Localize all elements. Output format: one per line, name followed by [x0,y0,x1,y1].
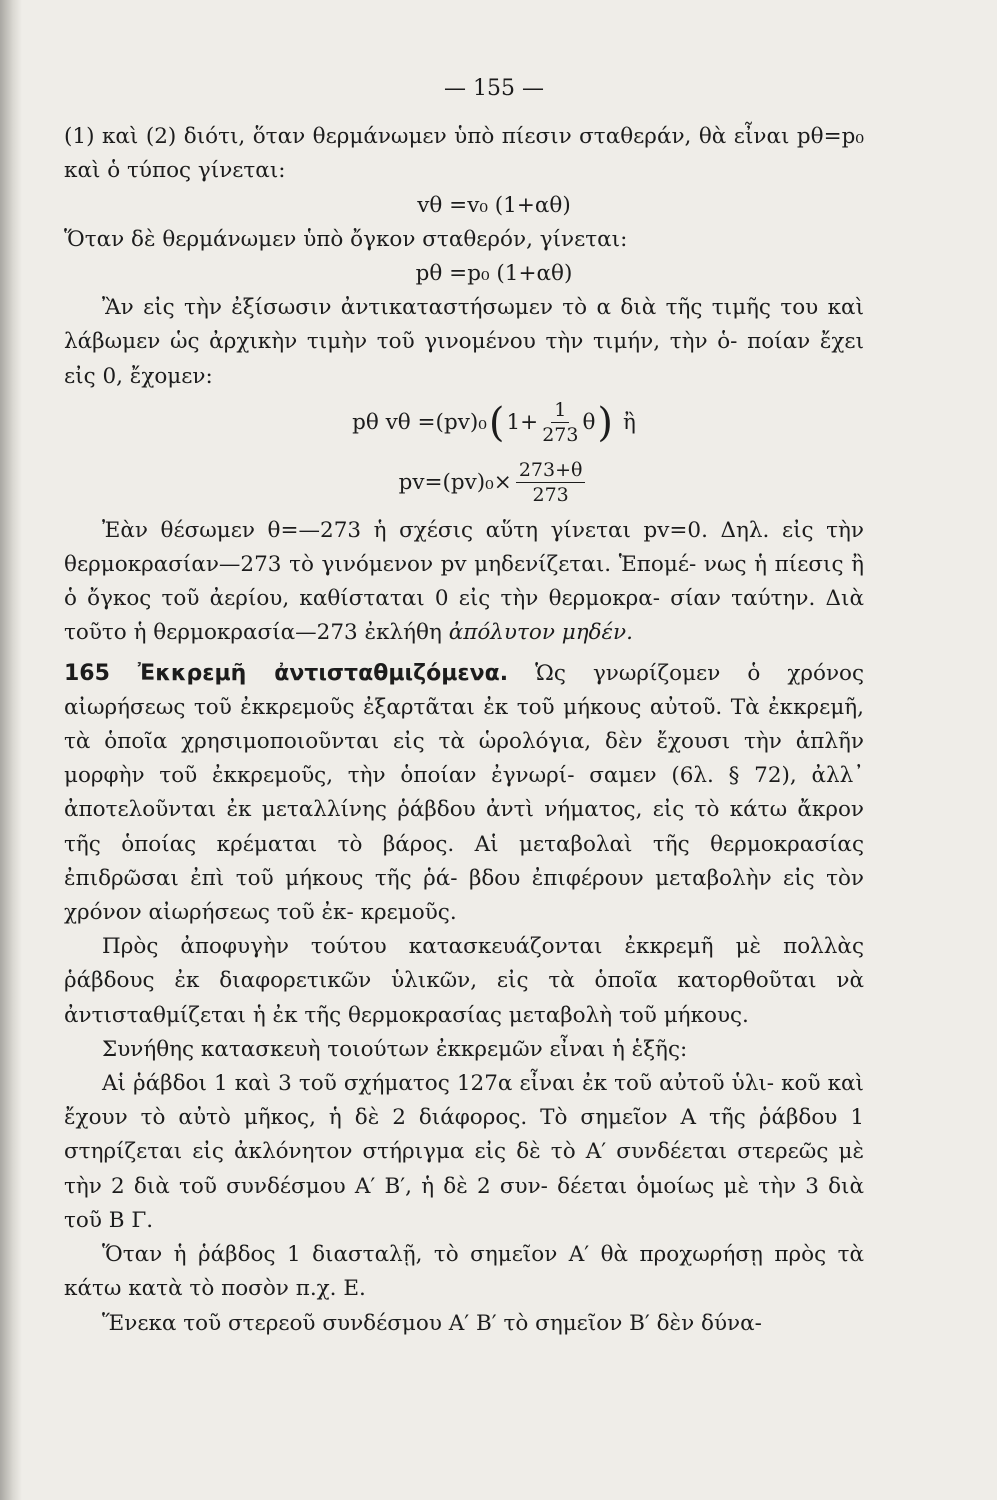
section-line3: Τὰ ἐκκρεμῆ, τὰ ὁποῖα χρησιμοποιοῦνται εἰς τὰ ὡρολόγια, δὲν [64,694,865,755]
eq3-fraction-denominator: 273 [542,424,579,447]
section-line5: σαμεν (6λ. § 72), ἀλλ᾽ ἀποτελοῦνται ἐκ μεταλλίνης ῥάβδου ἀντὶ [64,763,864,823]
eq3-theta: θ [582,409,596,435]
paragraph-8 [64,1067,864,1238]
eq3-or: ἢ [623,409,636,435]
equation-pv-fraction [64,452,864,514]
section-line4: ἔχουσι τὴν ἁπλῆν μορφὴν τοῦ ἐκκρεμοῦς, τὴν ὁποίαν ἐγνωρί- [64,729,864,789]
para3-line3: ποίαν ἔχει εἰς 0, ἔχομεν: [64,329,864,389]
para1-line2: pθ=p₀ καὶ ὁ τύπος γίνεται: [64,124,865,184]
para8-line4: συνδέεται στερεῶς μὲ τὴν 2 διὰ τοῦ συνδέσμου Α′ Β′, ἡ δὲ 2 συν- [64,1139,864,1199]
section-line1: Ὡς γνωρίζομεν ὁ [535,660,761,686]
paragraph-section-165 [64,657,864,931]
para6-line2: ῥάβδους ἐκ διαφορετικῶν ὑλικῶν, εἰς τὰ ὁποῖα κατορθοῦται νὰ [64,968,864,994]
paragraph-10: Ἕνεκα τοῦ στερεοῦ συνδέσμου Α′ Β′ τὸ σημεῖον Β′ δὲν δύνα- [102,1310,762,1336]
section-line7: μεταβολαὶ τῆς θερμοκρασίας ἐπιδρῶσαι ἐπὶ τοῦ μήκους τῆς ῥά- [64,831,864,891]
para8-line3: τῆς ῥάβδου 1 στηρίζεται εἰς ἀκλόνητον στήριγμα εἰς δὲ τὸ Α′ [64,1105,864,1165]
section-line8: βδου ἐπιφέρουν μεταβολὴν εἰς τὸν χρόνον αἰωρήσεως τοῦ ἐκ- [64,865,864,926]
equation-pv-expanded [64,394,864,452]
para9-line1: Ὅταν ἡ ῥάβδος 1 διασταλῇ, τὸ σημεῖον Α′ θὰ προχωρήσῃ [102,1242,763,1268]
eq4-fraction-denominator: 273 [532,484,569,507]
paragraph-4 [64,514,864,651]
eq3-one-plus: 1+ [506,409,539,435]
para4-line1: Ἐὰν θέσωμεν θ=—273 ἡ σχέσις αὕτη γίνεται pv=0. Δηλ. [102,517,770,543]
para8-line5: δέεται ὁμοίως μὲ τὴν 3 διὰ τοῦ Β Γ. [64,1173,864,1233]
para4-line3: νως ἡ πίεσις ἢ ὁ ὄγκος τοῦ ἀερίου, καθίσταται 0 εἰς τὴν θερμοκρα- [64,552,864,612]
eq4-fraction [516,458,586,507]
eq3-left: pθ vθ =(pv)₀ [352,409,487,435]
para3-line2: καὶ λάβωμεν ὡς ἀρχικὴν τιμὴν τοῦ γινομένου τὴν τιμήν, τὴν ὁ- [64,295,864,355]
para6-line1: Πρὸς ἀποφυγὴν τούτου κατασκευάζονται ἐκκρεμῆ μὲ πολλὰς [102,934,864,960]
equation-volume: vθ =v₀ (1+αθ) [417,192,571,218]
eq4-left: pv=(pv)₀× [398,469,512,495]
eq3-fraction [542,398,578,447]
paragraph-1 [64,120,864,188]
scan-edge-shadow [0,0,22,1500]
eq4-fraction-numerator: 273+θ [516,458,586,483]
eq3-close-paren: ) [597,399,614,446]
page-number: — 155 — [444,76,544,101]
para4-line4: σίαν ταύτην. Διὰ τοῦτο ἡ θερμοκρασία—273 ἐκλήθη [64,586,864,646]
section-line9: κρεμοῦς. [360,900,457,926]
paragraph-2: Ὅταν δὲ θερμάνωμεν ὑπὸ ὄγκον σταθερόν, γίνεται: [64,226,628,252]
para9-line2: πρὸς τὰ κάτω κατὰ τὸ ποσὸν π.χ. Ε. [64,1242,864,1302]
para4-line2: εἰς τὴν θερμοκρασίαν—273 τὸ γινόμενον pv μηδενίζεται. Ἑπομέ- [64,517,864,578]
para8-line2: κοῦ καὶ ἔχουν τὸ αὐτὸ μῆκος, ἡ δὲ 2 διάφορος. Τὸ σημεῖον Α [64,1071,864,1131]
para4-italic-term: ἀπόλυτον μηδέν. [448,620,633,646]
para6-line3: ἀντισταθμίζεται ἡ ἐκ τῆς θερμοκρασίας μεταβολὴ τοῦ μήκους. [64,1002,749,1028]
page-text [64,72,864,1341]
paragraph-6 [64,930,864,1033]
paragraph-9 [64,1238,864,1306]
para3-line1: Ἂν εἰς τὴν ἐξίσωσιν ἀντικαταστήσωμεν τὸ α διὰ τῆς τιμῆς του [102,295,819,321]
eq3-open-paren: ( [488,399,505,446]
section-line2: χρόνος αἰωρήσεως τοῦ ἐκκρεμοῦς ἐξαρτᾶται ἐκ τοῦ μήκους αὐτοῦ. [64,660,864,720]
paragraph-7: Συνήθης κατασκευὴ τοιούτων ἐκκρεμῶν εἶναι ἡ ἑξῆς: [102,1036,688,1062]
section-heading: 165 Ἐκκρεμῆ ἀντισταθμιζόμενα. [64,660,509,686]
equation-pressure: pθ =p₀ (1+αθ) [415,261,573,287]
para1-line1: (1) καὶ (2) διότι, ὅταν θερμάνωμεν ὑπὸ πίεσιν σταθεράν, θὰ εἶναι [64,124,790,150]
eq3-fraction-numerator: 1 [551,398,569,423]
section-line6: νήματος, εἰς τὸ κάτω ἄκρον τῆς ὁποίας κρέμαται τὸ βάρος. Αἱ [64,797,865,857]
paragraph-3 [64,291,864,394]
para8-line1: Αἱ ῥάβδοι 1 καὶ 3 τοῦ σχήματος 127α εἶναι ἐκ τοῦ αὐτοῦ ὑλι- [102,1071,775,1097]
